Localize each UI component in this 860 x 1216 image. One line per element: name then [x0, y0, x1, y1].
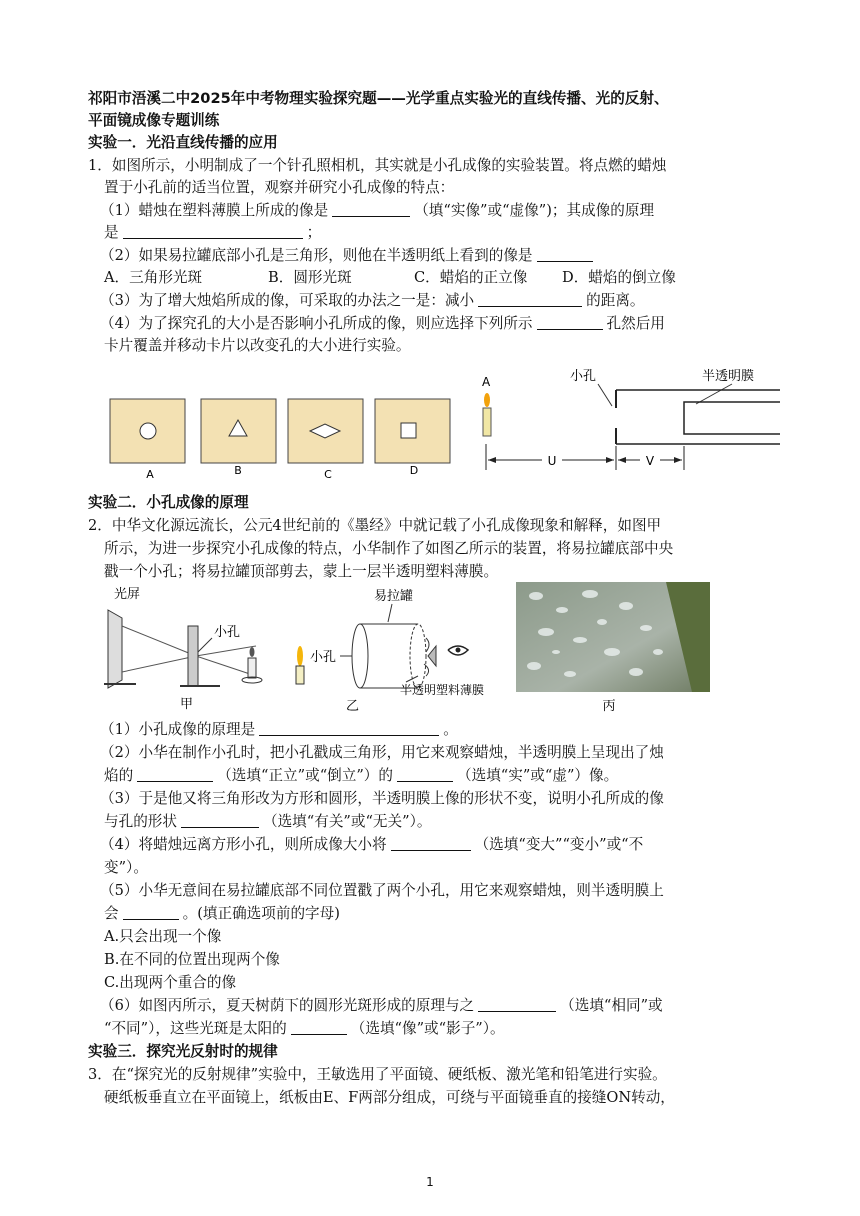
q2-part6-text-b: （选填“相同”或	[560, 997, 663, 1014]
circle-hole-icon	[140, 423, 156, 439]
q2-part6-blank1[interactable]	[478, 996, 556, 1012]
pinhole-pointer	[598, 384, 612, 406]
q1-part4-text-b: 孔然后用	[606, 315, 665, 332]
q2-part4-text-b: （选填“变大”“变小”或“不	[474, 836, 644, 853]
q2-part5-blank[interactable]	[123, 904, 179, 920]
q2-part5-text-b: 会	[104, 905, 119, 922]
q1-part4-line	[100, 313, 665, 335]
q1-part4-line2: 卡片覆盖并移动卡片以改变孔的大小进行实验。	[104, 337, 411, 354]
q2-part1-text-a: （1）小孔成像的原理是	[100, 721, 256, 738]
q1-part2-text: （2）如果易拉罐底部小孔是三角形，则他在半透明纸上看到的像是	[100, 247, 533, 264]
candle-icon	[248, 658, 256, 678]
q2-part6-text-d: （选填“像”或“影子”）。	[350, 1020, 505, 1037]
q2-part2-text-b: 焰的	[104, 767, 134, 784]
card-d-label: D	[409, 464, 419, 477]
u-label: U	[547, 454, 557, 468]
figure-jia-label: 甲	[180, 697, 194, 712]
q2-option-c: C.出现两个重合的像	[104, 974, 237, 991]
v-arrowhead-left	[618, 457, 626, 463]
q2-part4-blank[interactable]	[391, 835, 471, 851]
q2-part5-line1: （5）小华无意间在易拉罐底部不同位置戳了两个小孔，用它来观察蜡烛，则半透明膜上	[100, 882, 664, 899]
q2-part3-line2	[104, 811, 431, 833]
q2-option-a: A.只会出现一个像	[104, 928, 222, 945]
q1-part4-text-a: （4）为了探究孔的大小是否影响小孔所成的像，则应选择下列所示	[100, 315, 533, 332]
film-pointer	[696, 384, 732, 404]
can-pointer	[388, 604, 392, 622]
q1-part4-blank[interactable]	[537, 314, 603, 330]
q2-part6-text-c: “不同”），这些光斑是太阳的	[104, 1020, 287, 1037]
q2-part3-text-b: 与孔的形状	[104, 813, 177, 830]
figure-yi-pinhole-label: 小孔	[310, 650, 337, 665]
light-screen	[108, 610, 122, 688]
candle-icon	[296, 666, 304, 684]
q1-option-b: B．圆形光斑	[268, 269, 352, 286]
q1-options	[104, 267, 676, 289]
q3-line1: 3．在“探究光的反射规律”实验中，王敏选用了平面镜、硬纸板、激光笔和铅笔进行实验。	[88, 1066, 667, 1083]
q1-part3-text-a: （3）为了增大烛焰所成的像，可采取的办法之一是：减小	[100, 292, 475, 309]
inner-tube	[684, 402, 780, 434]
candle-label: A	[482, 375, 491, 389]
v-label: V	[645, 454, 655, 468]
q1-part3-blank[interactable]	[478, 291, 582, 307]
card-c-label: C	[324, 468, 332, 481]
q2-part2-blank2[interactable]	[397, 766, 453, 782]
q2-part6-line1	[100, 995, 663, 1017]
doc-title-line2: 平面镜成像专题训练	[88, 112, 220, 129]
q2-part6-line2	[104, 1018, 505, 1040]
pinhole-camera-figure	[470, 362, 790, 482]
q2-part1-blank[interactable]	[259, 720, 439, 736]
q2-option-b: B.在不同的位置出现两个像	[104, 951, 280, 968]
exp3-heading: 实验三．探究光反射时的规律	[88, 1043, 278, 1060]
q1-part1-text-a: （1）蜡烛在塑料薄膜上所成的像是	[100, 202, 329, 219]
q1-part3-text-b: 的距离。	[586, 292, 645, 309]
q2-part5-line2	[104, 903, 340, 925]
figure-yi-label: 乙	[346, 699, 360, 714]
figure-jia-pinhole-label: 小孔	[214, 625, 241, 640]
image-icon	[428, 646, 436, 666]
q1-part1-blank2[interactable]	[123, 223, 303, 239]
candle-icon	[483, 408, 491, 436]
can-label: 易拉罐	[374, 589, 414, 604]
q1-part1-line2	[104, 222, 321, 244]
q2-part6-blank2[interactable]	[291, 1019, 347, 1035]
q1-part1-text-b: （填“实像”或“虚像”)；其成像的原理	[414, 202, 655, 219]
camera-film-label: 半透明膜	[702, 369, 755, 384]
ray-2	[122, 656, 196, 672]
q2-part2-line2	[104, 765, 618, 787]
q2-part1-line	[100, 719, 458, 741]
square-hole-icon	[401, 423, 416, 438]
screen-label: 光屏	[114, 587, 141, 602]
q1-line1: 1．如图所示，小明制成了一个针孔照相机，其实就是小孔成像的实验装置。将点燃的蜡烛	[88, 157, 667, 174]
u-arrowhead-right	[606, 457, 614, 463]
q1-part1-blank1[interactable]	[332, 201, 410, 217]
q1-part1-line	[100, 200, 654, 222]
candle-flame-icon	[484, 393, 490, 407]
q1-part2-blank[interactable]	[537, 246, 593, 262]
q2-part4-line1	[100, 834, 643, 856]
q2-part5-text-c: 。(填正确选项前的字母)	[182, 905, 340, 922]
figure-bing-label: 丙	[602, 699, 616, 714]
q2-line1: 2．中华文化源远流长，公元4世纪前的《墨经》中就记载了小孔成像现象和解释，如图甲	[88, 517, 662, 534]
q2-part2-line1: （2）小华在制作小孔时，把小孔戳成三角形，用它来观察蜡烛，半透明膜上呈现出了烛	[100, 744, 664, 761]
eye-pupil-icon	[456, 648, 461, 653]
flame-icon	[250, 647, 255, 657]
exp1-heading: 实验一．光沿直线传播的应用	[88, 134, 278, 151]
q1-option-a: A．三角形光斑	[104, 269, 203, 286]
can-bottom	[352, 624, 368, 688]
pinhole-board	[188, 626, 198, 686]
q1-part2-line	[100, 245, 597, 267]
ray-4	[196, 646, 256, 656]
figure-bing-photo	[516, 582, 710, 716]
q2-part2-text-c: （选填“正立”或“倒立”）的	[217, 767, 393, 784]
q1-option-c: C．蜡焰的正立像	[414, 269, 528, 286]
ray-1	[122, 626, 196, 656]
card-b-label: B	[234, 464, 242, 477]
q2-part3-text-c: （选填“有关”或“无关”）。	[262, 813, 432, 830]
q1-part3-line	[100, 290, 645, 312]
q1-part1-text-c: 是	[104, 224, 119, 241]
q1-option-d: D．蜡焰的倒立像	[562, 269, 676, 286]
q2-line3: 戳一个小孔；将易拉罐顶部剪去，蒙上一层半透明塑料薄膜。	[104, 563, 499, 580]
q2-part4-text-a: （4）将蜡烛远离方形小孔，则所成像大小将	[100, 836, 387, 853]
figure-yi-film-label: 半透明塑料薄膜	[400, 683, 485, 697]
candle-flame-icon	[297, 646, 303, 666]
q1-line2: 置于小孔前的适当位置，观察并研究小孔成像的特点：	[104, 179, 455, 196]
q2-part3-blank[interactable]	[181, 812, 259, 828]
card-a-label: A	[146, 468, 154, 481]
hole-cards-figure	[100, 392, 460, 482]
q2-part2-text-d: （选填“实”或“虚”）像。	[457, 767, 619, 784]
q2-part2-blank1[interactable]	[137, 766, 213, 782]
q2-part1-text-b: 。	[443, 721, 458, 738]
doc-title-line1: 祁阳市浯溪二中2025年中考物理实验探究题——光学重点实验光的直线传播、光的反射、	[88, 90, 669, 107]
figure-jia-pointer	[198, 638, 212, 652]
page-number: 1	[426, 1175, 434, 1189]
camera-pinhole-label: 小孔	[570, 369, 597, 384]
exp2-heading: 实验二．小孔成像的原理	[88, 494, 249, 511]
ray-3	[196, 656, 256, 676]
q3-line2: 硬纸板垂直立在平面镜上，纸板由E、F两部分组成，可绕与平面镜垂直的接缝ON转动，	[104, 1089, 675, 1106]
can-body	[360, 624, 418, 688]
q1-part1-text-d: ；	[306, 224, 322, 241]
q2-part4-line2: 变”）。	[104, 859, 148, 876]
u-arrowhead-left	[488, 457, 496, 463]
figure-yi	[288, 582, 518, 714]
figure-jia	[100, 582, 290, 714]
v-arrowhead-right	[674, 457, 682, 463]
q2-part6-text-a: （6）如图丙所示，夏天树荫下的圆形光斑形成的原理与之	[100, 997, 475, 1014]
q2-line2: 所示，为进一步探究小孔成像的特点，小华制作了如图乙所示的装置，将易拉罐底部中央	[104, 540, 674, 557]
q2-part3-line1: （3）于是他又将三角形改为方形和圆形，半透明膜上像的形状不变，说明小孔所成的像	[100, 790, 664, 807]
